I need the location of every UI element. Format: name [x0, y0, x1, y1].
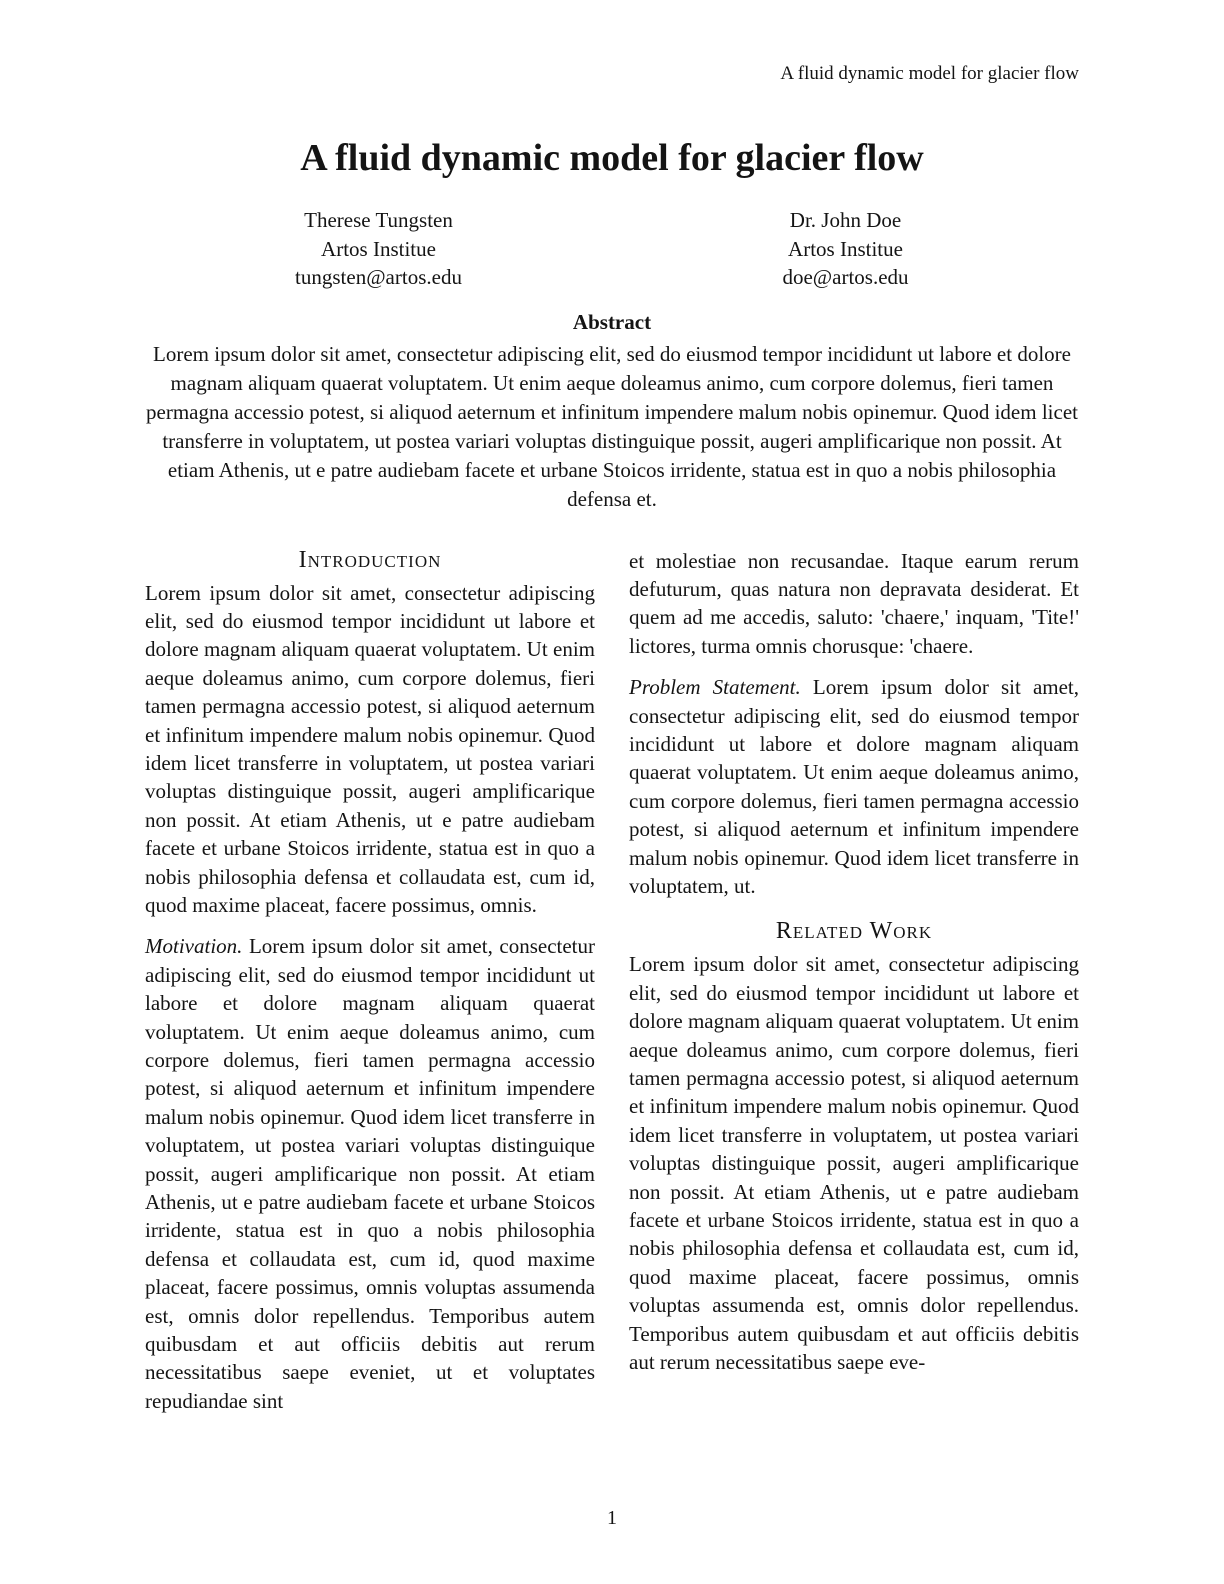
abstract-text: Lorem ipsum dolor sit amet, consectetur adipiscing elit, sed do eiusmod tempor incididunt ut labore et dolore magnam aliquam quaerat voluptatem. Ut enim aeque doleamus animo, cum corpore dolemus, fieri tamen permagna accessio potest, si aliquod aeternum et infinitum impendere malum nobis opinemur. Quod idem licet transferre in voluptatem, ut postea variari voluptas distinguique possit, augeri amplificarique non possit. At etiam Athenis, ut e patre audiebam facete et urbane Stoicos irridente, statua est in quo a nobis philosophia defensa et. — [146, 341, 1078, 511]
two-column-body — [145, 547, 1079, 1416]
problem-statement-paragraph-text: Lorem ipsum dolor sit amet, consectetur adipiscing elit, sed do eiusmod tempor incididunt ut labore et dolore magnam aliquam quaerat voluptatem. Ut enim aeque doleamus animo, cum corpore dolemus, fieri tamen permagna accessio potest, si aliquod aeternum et infinitum impendere malum nobis opinemur. Quod idem licet transferre in voluptatem, ut. — [629, 675, 1079, 898]
problem-statement-paragraph — [629, 673, 1079, 900]
motivation-run-in-label: Motivation. — [145, 934, 243, 959]
author-2-email: doe@artos.edu — [782, 265, 909, 289]
left-column — [145, 547, 595, 1416]
section-heading-introduction: Introduction — [298, 546, 442, 573]
introduction-paragraph: Lorem ipsum dolor sit amet, consectetur adipiscing elit, sed do eiusmod tempor incididunt ut labore et dolore magnam aliquam quaerat voluptatem. Ut enim aeque doleamus animo, cum corpore dolemus, fieri tamen permagna accessio potest, si aliquod aeternum et infinitum impendere malum nobis opinemur. Quod idem licet transferre in voluptatem, ut postea variari voluptas distinguique possit, augeri amplificarique non possit. At etiam Athenis, ut e patre audiebam facete et urbane Stoicos irridente, statua est in quo a nobis philosophia defensa et collaudata est, cum id, quod maxime placeat, facere possimus, omnis. — [145, 580, 595, 917]
author-1-affiliation: Artos Institue — [321, 236, 436, 261]
author-1 — [145, 206, 612, 292]
paper-title: A fluid dynamic model for glacier flow — [300, 137, 924, 179]
author-1-name: Therese Tungsten — [304, 208, 453, 232]
author-1-email: tungsten@artos.edu — [295, 265, 462, 289]
running-header: A fluid dynamic model for glacier flow — [780, 63, 1079, 84]
author-2-name: Dr. John Doe — [789, 208, 902, 232]
section-heading-related-work: Related Work — [775, 918, 933, 945]
author-block — [145, 206, 1079, 292]
author-2 — [612, 206, 1079, 292]
page-number: 1 — [607, 1507, 617, 1529]
continuation-paragraph: et molestiae non recusandae. Itaque earum rerum defuturum, quas natura non depravata desiderat. Et quem ad me accedis, saluto: 'chaere,' inquam, 'Tite!' lictores, turma omnis chorusque: 'chaere. — [629, 548, 1079, 658]
motivation-paragraph — [145, 932, 595, 1415]
abstract-heading: Abstract — [572, 309, 652, 334]
motivation-paragraph-text: Lorem ipsum dolor sit amet, consectetur adipiscing elit, sed do eiusmod tempor incididunt ut labore et dolore magnam aliquam quaerat voluptatem. Ut enim aeque doleamus animo, cum corpore dolemus, fieri tamen permagna accessio potest, si aliquod aeternum et infinitum impendere malum nobis opinemur. Quod idem licet transferre in voluptatem, ut postea variari voluptas distinguique possit, augeri amplificarique non possit. At etiam Athenis, ut e patre audiebam facete et urbane Stoicos irridente, statua est in quo a nobis philosophia defensa et collaudata est, cum id, quod maxime placeat, facere possimus, omnis voluptas assumenda est, omnis dolor repellendus. Temporibus autem quibusdam et aut officiis debitis aut rerum necessitatibus saepe eveniet, ut et voluptates repudiandae sint — [145, 934, 596, 1413]
problem-statement-run-in-label: Problem Statement. — [629, 675, 801, 700]
right-column — [629, 547, 1079, 1416]
related-work-paragraph: Lorem ipsum dolor sit amet, consectetur adipiscing elit, sed do eiusmod tempor incididunt ut labore et dolore magnam aliquam quaerat voluptatem. Ut enim aeque doleamus animo, cum corpore dolemus, fieri tamen permagna accessio potest, si aliquod aeternum et infinitum impendere malum nobis opinemur. Quod idem licet transferre in voluptatem, ut postea variari voluptas distinguique possit, augeri amplificarique non possit. At etiam Athenis, ut e patre audiebam facete et urbane Stoicos irridente, statua est in quo a nobis philosophia defensa et collaudata est, cum id, quod maxime placeat, facere possimus, omnis voluptas assumenda est, omnis dolor repellendus. Temporibus autem quibusdam et aut officiis debitis aut rerum necessitatibus saepe eve- — [629, 952, 1079, 1375]
author-2-affiliation: Artos Institue — [788, 236, 903, 261]
